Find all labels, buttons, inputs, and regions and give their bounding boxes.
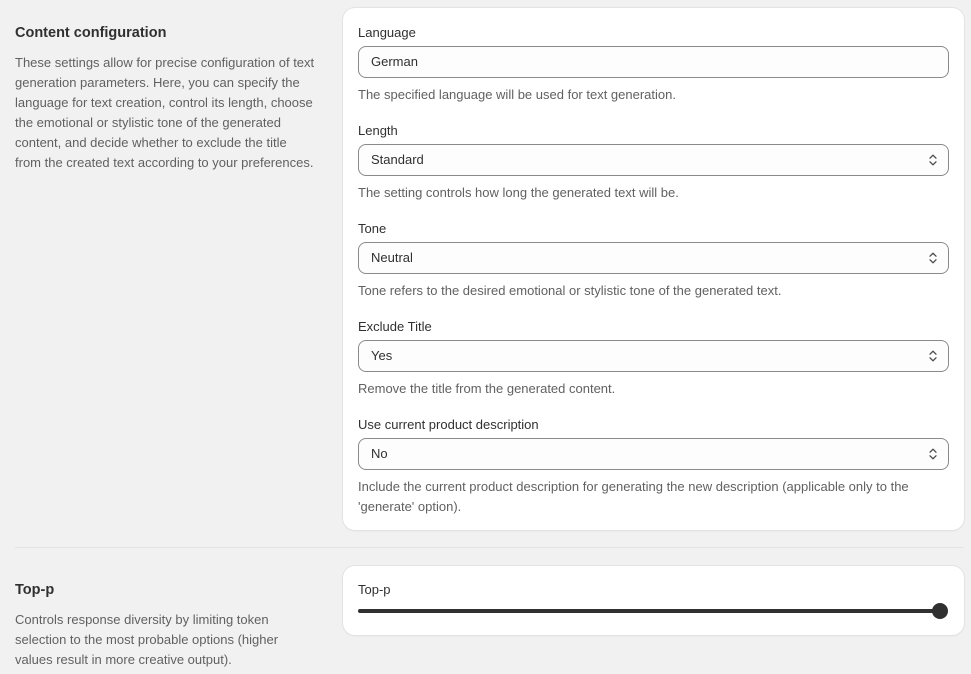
content-config-title: Content configuration <box>15 25 167 41</box>
tone-select-value: Neutral <box>371 250 413 265</box>
use-current-description-label: Use current product description <box>358 417 539 432</box>
top-p-card <box>343 566 964 635</box>
content-config-aside <box>15 23 315 173</box>
chevron-up-down-icon <box>928 349 938 363</box>
tone-help-text: Tone refers to the desired emotional or stylistic tone of the generated text. <box>358 283 782 298</box>
chevron-up-down-icon <box>928 153 938 167</box>
use-current-description-select-value: No <box>371 446 388 461</box>
tone-field <box>358 219 949 301</box>
exclude-title-select-value: Yes <box>371 348 393 363</box>
exclude-title-help-text: Remove the title from the generated content. <box>358 381 616 396</box>
chevron-up-down-icon <box>928 447 938 461</box>
language-field <box>358 23 949 105</box>
length-field <box>358 121 949 203</box>
top-p-aside <box>15 580 315 670</box>
language-input-value: German <box>371 54 418 69</box>
top-p-slider-thumb[interactable] <box>932 603 948 619</box>
length-select[interactable] <box>358 144 949 176</box>
content-config-card <box>343 8 964 530</box>
section-divider <box>15 547 964 548</box>
tone-label: Tone <box>358 221 387 236</box>
length-select-value: Standard <box>371 152 424 167</box>
length-label: Length <box>358 123 398 138</box>
language-input[interactable] <box>358 46 949 78</box>
exclude-title-select[interactable] <box>358 340 949 372</box>
language-label: Language <box>358 25 416 40</box>
use-current-description-help-text: Include the current product description for generating the new description (applicable only to the 'generate' option). <box>358 479 909 514</box>
exclude-title-label: Exclude Title <box>358 319 432 334</box>
top-p-description: Controls response diversity by limiting token selection to the most probable options (higher values result in more creative output). <box>15 612 279 667</box>
language-help-text: The specified language will be used for text generation. <box>358 87 676 102</box>
top-p-slider-label: Top-p <box>358 582 391 597</box>
tone-select[interactable] <box>358 242 949 274</box>
top-p-title: Top-p <box>15 582 55 598</box>
use-current-description-select[interactable] <box>358 438 949 470</box>
content-config-description: These settings allow for precise configuration of text generation parameters. Here, you can specify the language for text creation, control its length, choose the emotional or stylistic tone of the generated content, and decide whether to exclude the title from the created text according to your preferences. <box>15 55 315 170</box>
use-current-description-field <box>358 415 949 517</box>
exclude-title-field <box>358 317 949 399</box>
length-help-text: The setting controls how long the generated text will be. <box>358 185 679 200</box>
chevron-up-down-icon <box>928 251 938 265</box>
top-p-slider-track[interactable] <box>358 609 940 613</box>
